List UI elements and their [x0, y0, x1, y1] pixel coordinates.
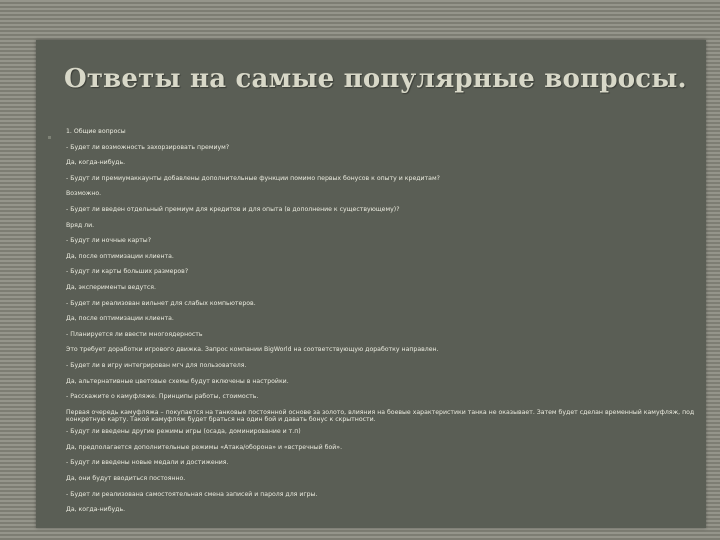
bullet-marker	[48, 136, 51, 139]
question-line: - Будут ли карты больших размеров?	[66, 268, 189, 276]
answer-line: Первая очередь камуфляжа – покупается на танковые постоянной основе за золото, влияния на боевые характеристики танка не оказывает. Затем будет сделан временный камуфляж, под конкретную карту. Такой камуфляж будет браться на один бой и давать бонус к скрытности.	[66, 408, 695, 423]
question-line: - Будут ли ночные карты?	[66, 237, 151, 245]
answer-line: Возможно.	[66, 190, 102, 198]
answer-line: Вряд ли.	[66, 221, 95, 229]
qa-list	[66, 128, 700, 522]
question-line: - Будут ли введены новые медали и достижения.	[66, 459, 229, 467]
question-line: - Будет ли реализован вильнет для слабых компьютеров.	[66, 299, 256, 307]
question-line: - Будет ли в игру интегрирован мгч для пользователя.	[66, 361, 247, 369]
answer-line: Да, когда-нибудь.	[66, 159, 126, 167]
section-heading: 1. Общие вопросы	[66, 128, 126, 135]
question-line: - Будет ли введен отдельный премиум для кредитов и для опыта (в дополнение к существующему)?	[66, 205, 400, 213]
question-line: - Планируется ли ввести многоядерность	[66, 330, 203, 338]
question-line: - Будет ли возможность захорзировать премиум?	[66, 143, 230, 151]
answer-line: Да, после оптимизации клиента.	[66, 252, 174, 260]
answer-line: Да, альтернативные цветовые схемы будут включены в настройки.	[66, 377, 289, 385]
answer-line: Да, когда-нибудь.	[66, 506, 126, 514]
answer-line: Да, эксперименты ведутся.	[66, 283, 156, 291]
slide-panel	[36, 40, 706, 528]
question-line: - Будут ли введены другие режимы игры (осада, доминирование и т.п)	[66, 428, 301, 436]
question-line: - Будут ли премиумаккаунты добавлены дополнительные функции помимо первых бонусов к опыту и кредитам?	[66, 174, 440, 182]
answer-line: Это требует доработки игрового движка. Запрос компании BigWorld на соответствующую доработку направлен.	[66, 346, 439, 354]
question-line: - Расскажите о камуфляже. Принципы работы, стоимость.	[66, 393, 259, 401]
question-line: - Будет ли реализована самостоятельная смена записей и пароля для игры.	[66, 490, 318, 498]
answer-line: Да, после оптимизации клиента.	[66, 315, 174, 323]
answer-line: Да, они будут вводиться постоянно.	[66, 474, 186, 482]
answer-line: Да, предполагается дополнительные режимы «Атака/оборона» и «встречный бой».	[66, 443, 343, 451]
slide-title: Ответы на самые популярные вопросы.	[64, 64, 687, 94]
